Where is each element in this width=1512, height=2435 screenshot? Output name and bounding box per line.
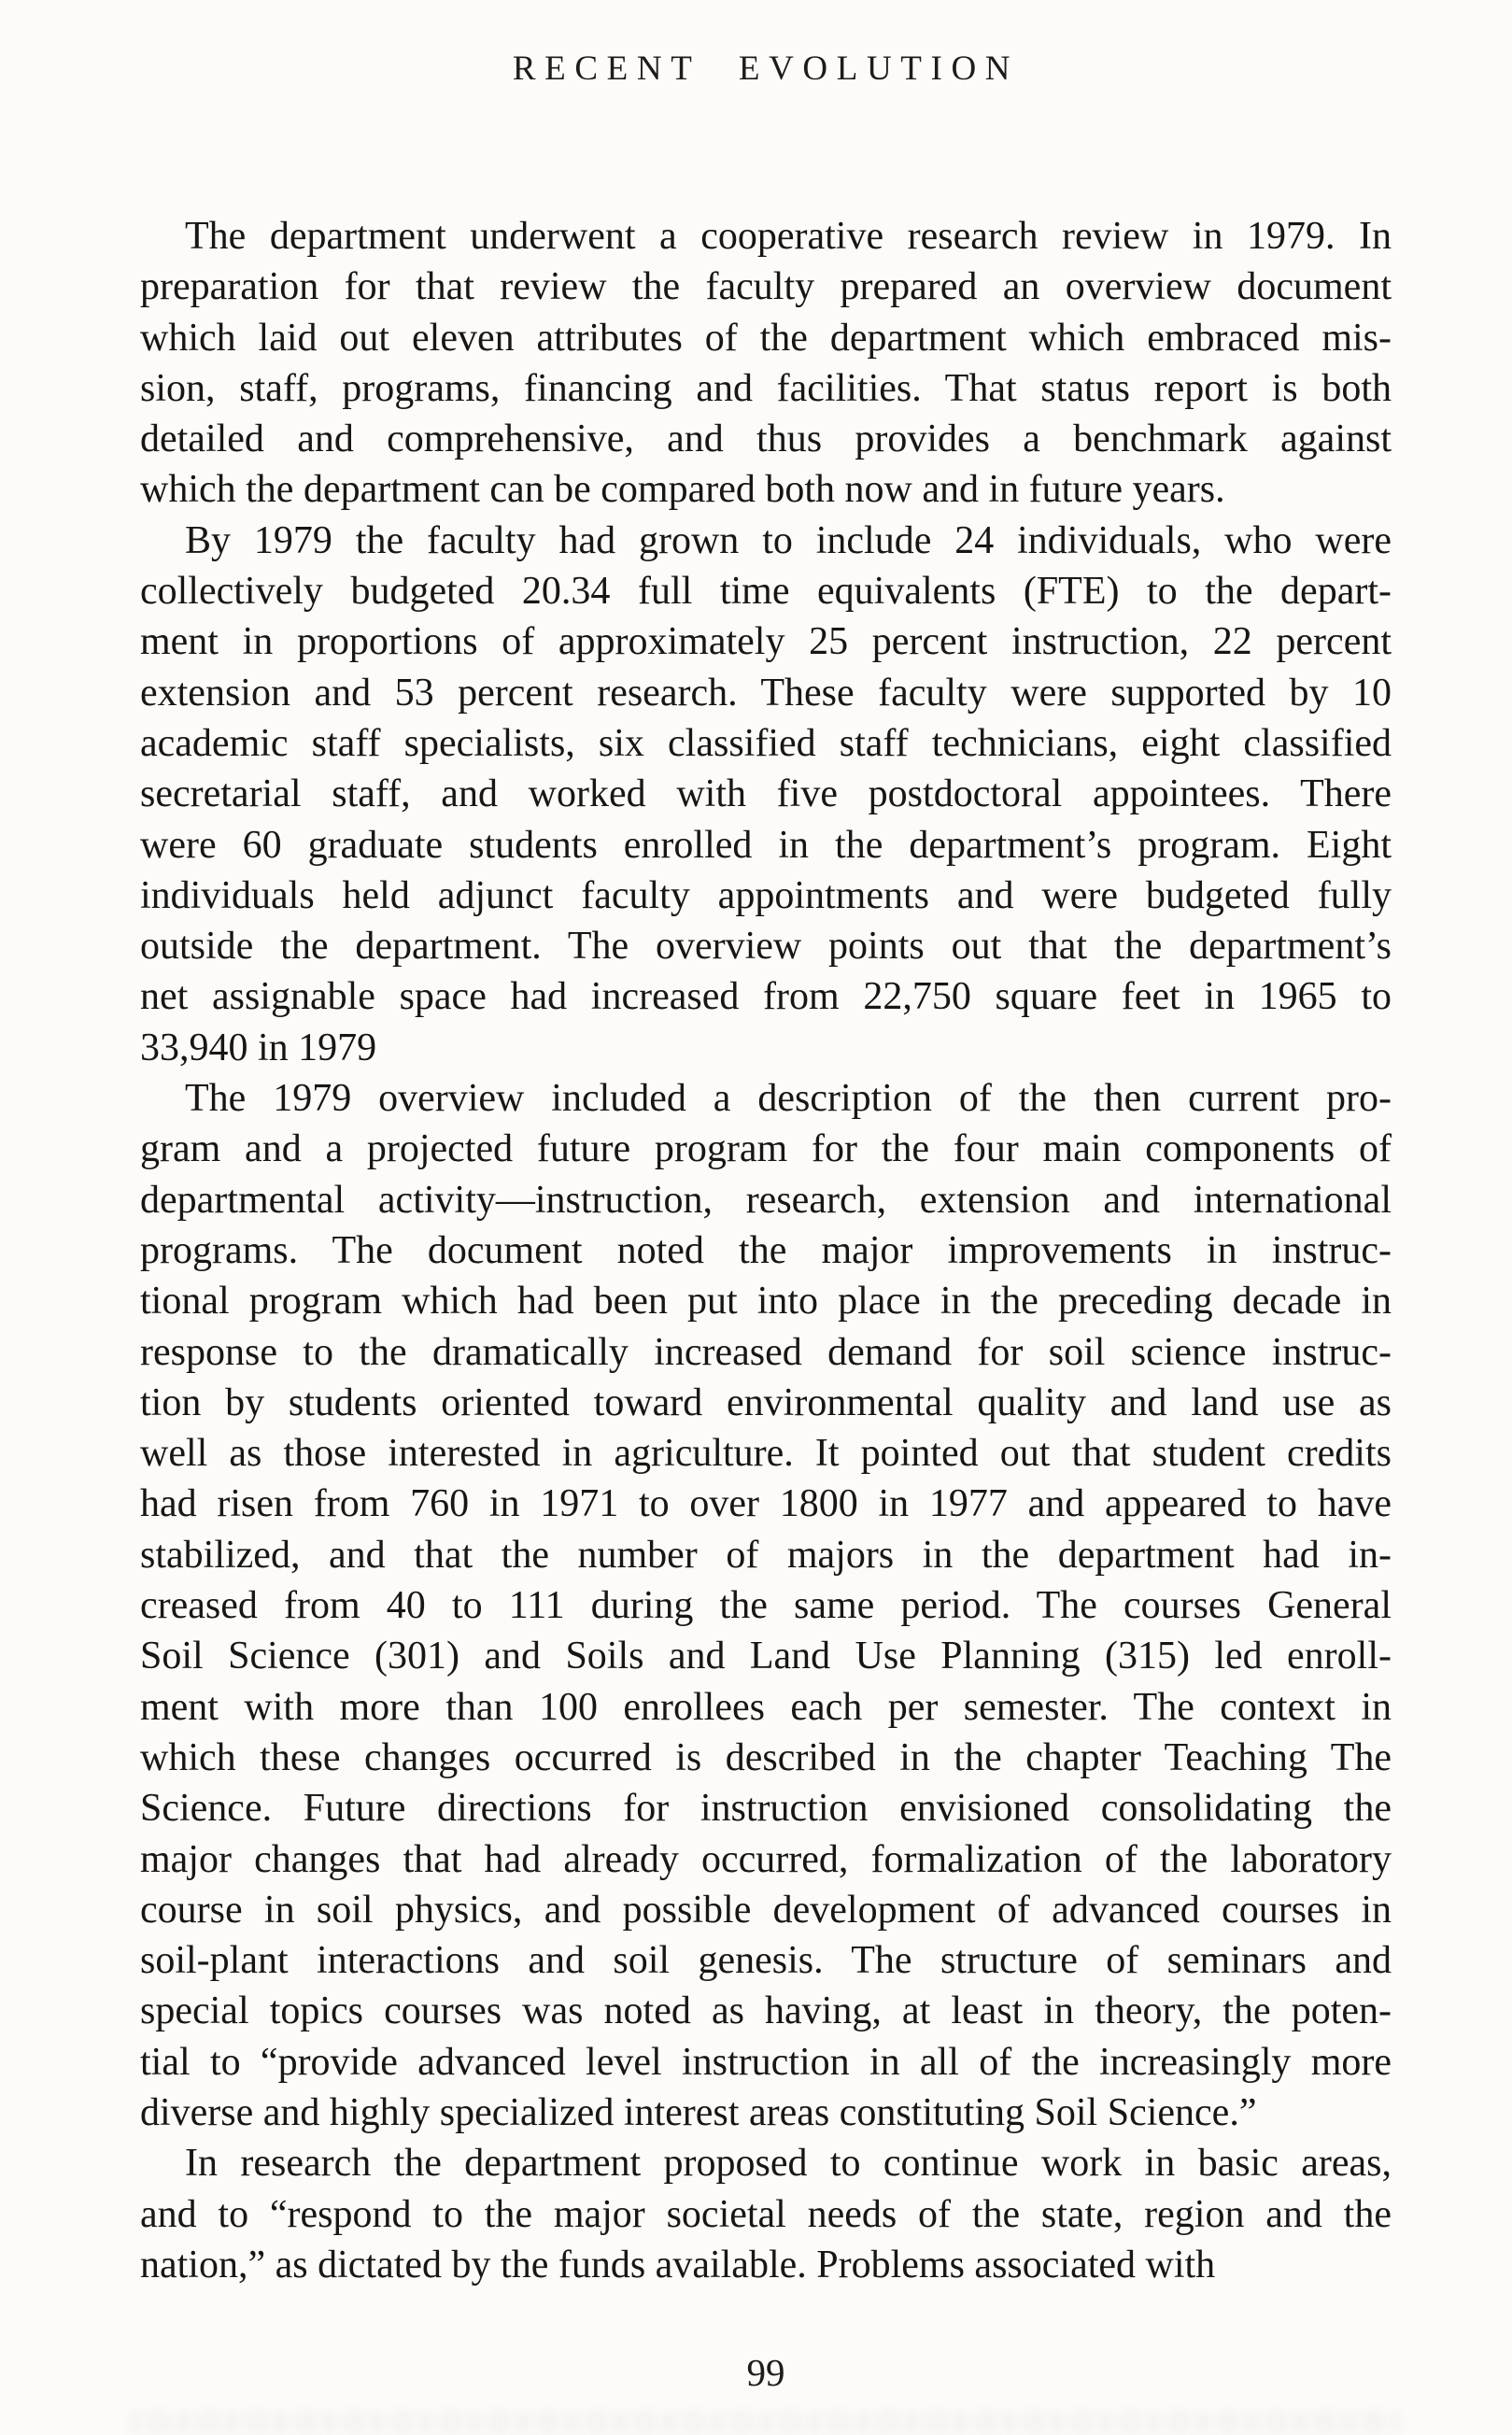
- text-line: extension and 53 percent research. These faculty were supported by 10: [140, 671, 1392, 715]
- text-line: creased from 40 to 111 during the same period. The courses General: [140, 1584, 1392, 1628]
- text-line: nation,” as dictated by the funds available. Problems associated with: [140, 2243, 1216, 2286]
- text-line: In research the department proposed to continue work in basic areas,: [185, 2142, 1392, 2186]
- text-line: programs. The document noted the major improvements in instruc-: [140, 1228, 1392, 1272]
- paragraph: [140, 516, 1392, 1073]
- text-line: tional program which had been put into place in the preceding decade in: [140, 1280, 1392, 1324]
- text-line: preparation for that review the faculty prepared an overview document: [140, 265, 1392, 309]
- text-line: tial to “provide advanced level instruction in all of the increasingly more: [140, 2040, 1392, 2084]
- text-line: outside the department. The overview points out that the department’s: [140, 925, 1392, 969]
- text-line: collectively budgeted 20.34 full time equivalents (FTE) to the depart-: [140, 570, 1392, 614]
- text-line: ment in proportions of approximately 25 percent instruction, 22 percent: [140, 620, 1392, 664]
- text-line: academic staff specialists, six classified staff technicians, eight classified: [140, 721, 1392, 765]
- body-text: [140, 211, 1392, 2290]
- text-line: which the department can be compared both now and in future years.: [140, 468, 1225, 512]
- paragraph: [140, 1073, 1392, 2138]
- page-number: 99: [746, 2351, 785, 2394]
- text-line: 33,940 in 1979: [140, 1026, 377, 1069]
- text-line: secretarial staff, and worked with five postdoctoral appointees. There: [140, 772, 1392, 816]
- text-line: special topics courses was noted as having, at least in theory, the poten-: [140, 1989, 1392, 2033]
- text-line: By 1979 the faculty had grown to include 24 individuals, who were: [185, 518, 1392, 562]
- text-line: diverse and highly specialized interest areas constituting Soil Science.”: [140, 2090, 1257, 2134]
- text-line: individuals held adjunct faculty appointments and were budgeted fully: [140, 873, 1392, 917]
- text-line: were 60 graduate students enrolled in the department’s program. Eight: [140, 823, 1392, 867]
- text-line: departmental activity—instruction, research, extension and international: [140, 1178, 1392, 1222]
- text-line: soil-plant interactions and soil genesis. The structure of seminars and: [140, 1939, 1392, 1983]
- text-line: detailed and comprehensive, and thus provides a benchmark against: [140, 418, 1392, 461]
- text-line: had risen from 760 in 1971 to over 1800 in 1977 and appeared to have: [140, 1482, 1392, 1526]
- scan-showthrough-artifact: [131, 2411, 1400, 2435]
- running-head: RECENT EVOLUTION: [512, 50, 1020, 88]
- text-line: which these changes occurred is described in the chapter Teaching The: [140, 1735, 1392, 1779]
- paragraph: [140, 2138, 1392, 2290]
- text-line: gram and a projected future program for the four main components of: [140, 1127, 1392, 1171]
- text-line: response to the dramatically increased demand for soil science instruc-: [140, 1330, 1392, 1374]
- text-line: major changes that had already occurred, formalization of the laboratory: [140, 1837, 1392, 1881]
- text-line: net assignable space had increased from 22,750 square feet in 1965 to: [140, 975, 1392, 1019]
- text-line: course in soil physics, and possible development of advanced courses in: [140, 1888, 1392, 1932]
- text-line: well as those interested in agriculture. It pointed out that student credits: [140, 1432, 1392, 1476]
- text-line: tion by students oriented toward environmental quality and land use as: [140, 1380, 1392, 1424]
- paragraph: [140, 211, 1392, 516]
- text-line: and to “respond to the major societal needs of the state, region and the: [140, 2192, 1392, 2236]
- text-line: ment with more than 100 enrollees each per semester. The context in: [140, 1685, 1392, 1729]
- text-line: The department underwent a cooperative research review in 1979. In: [185, 215, 1392, 258]
- text-line: stabilized, and that the number of majors in the department had in-: [140, 1533, 1392, 1577]
- text-line: sion, staff, programs, financing and facilities. That status report is both: [140, 366, 1392, 410]
- text-line: which laid out eleven attributes of the department which embraced mis-: [140, 316, 1392, 360]
- text-line: The 1979 overview included a description of the then current pro-: [185, 1077, 1392, 1121]
- text-line: Soil Science (301) and Soils and Land Use Planning (315) led enroll-: [140, 1635, 1392, 1678]
- text-line: Science. Future directions for instruction envisioned consolidating the: [140, 1787, 1392, 1831]
